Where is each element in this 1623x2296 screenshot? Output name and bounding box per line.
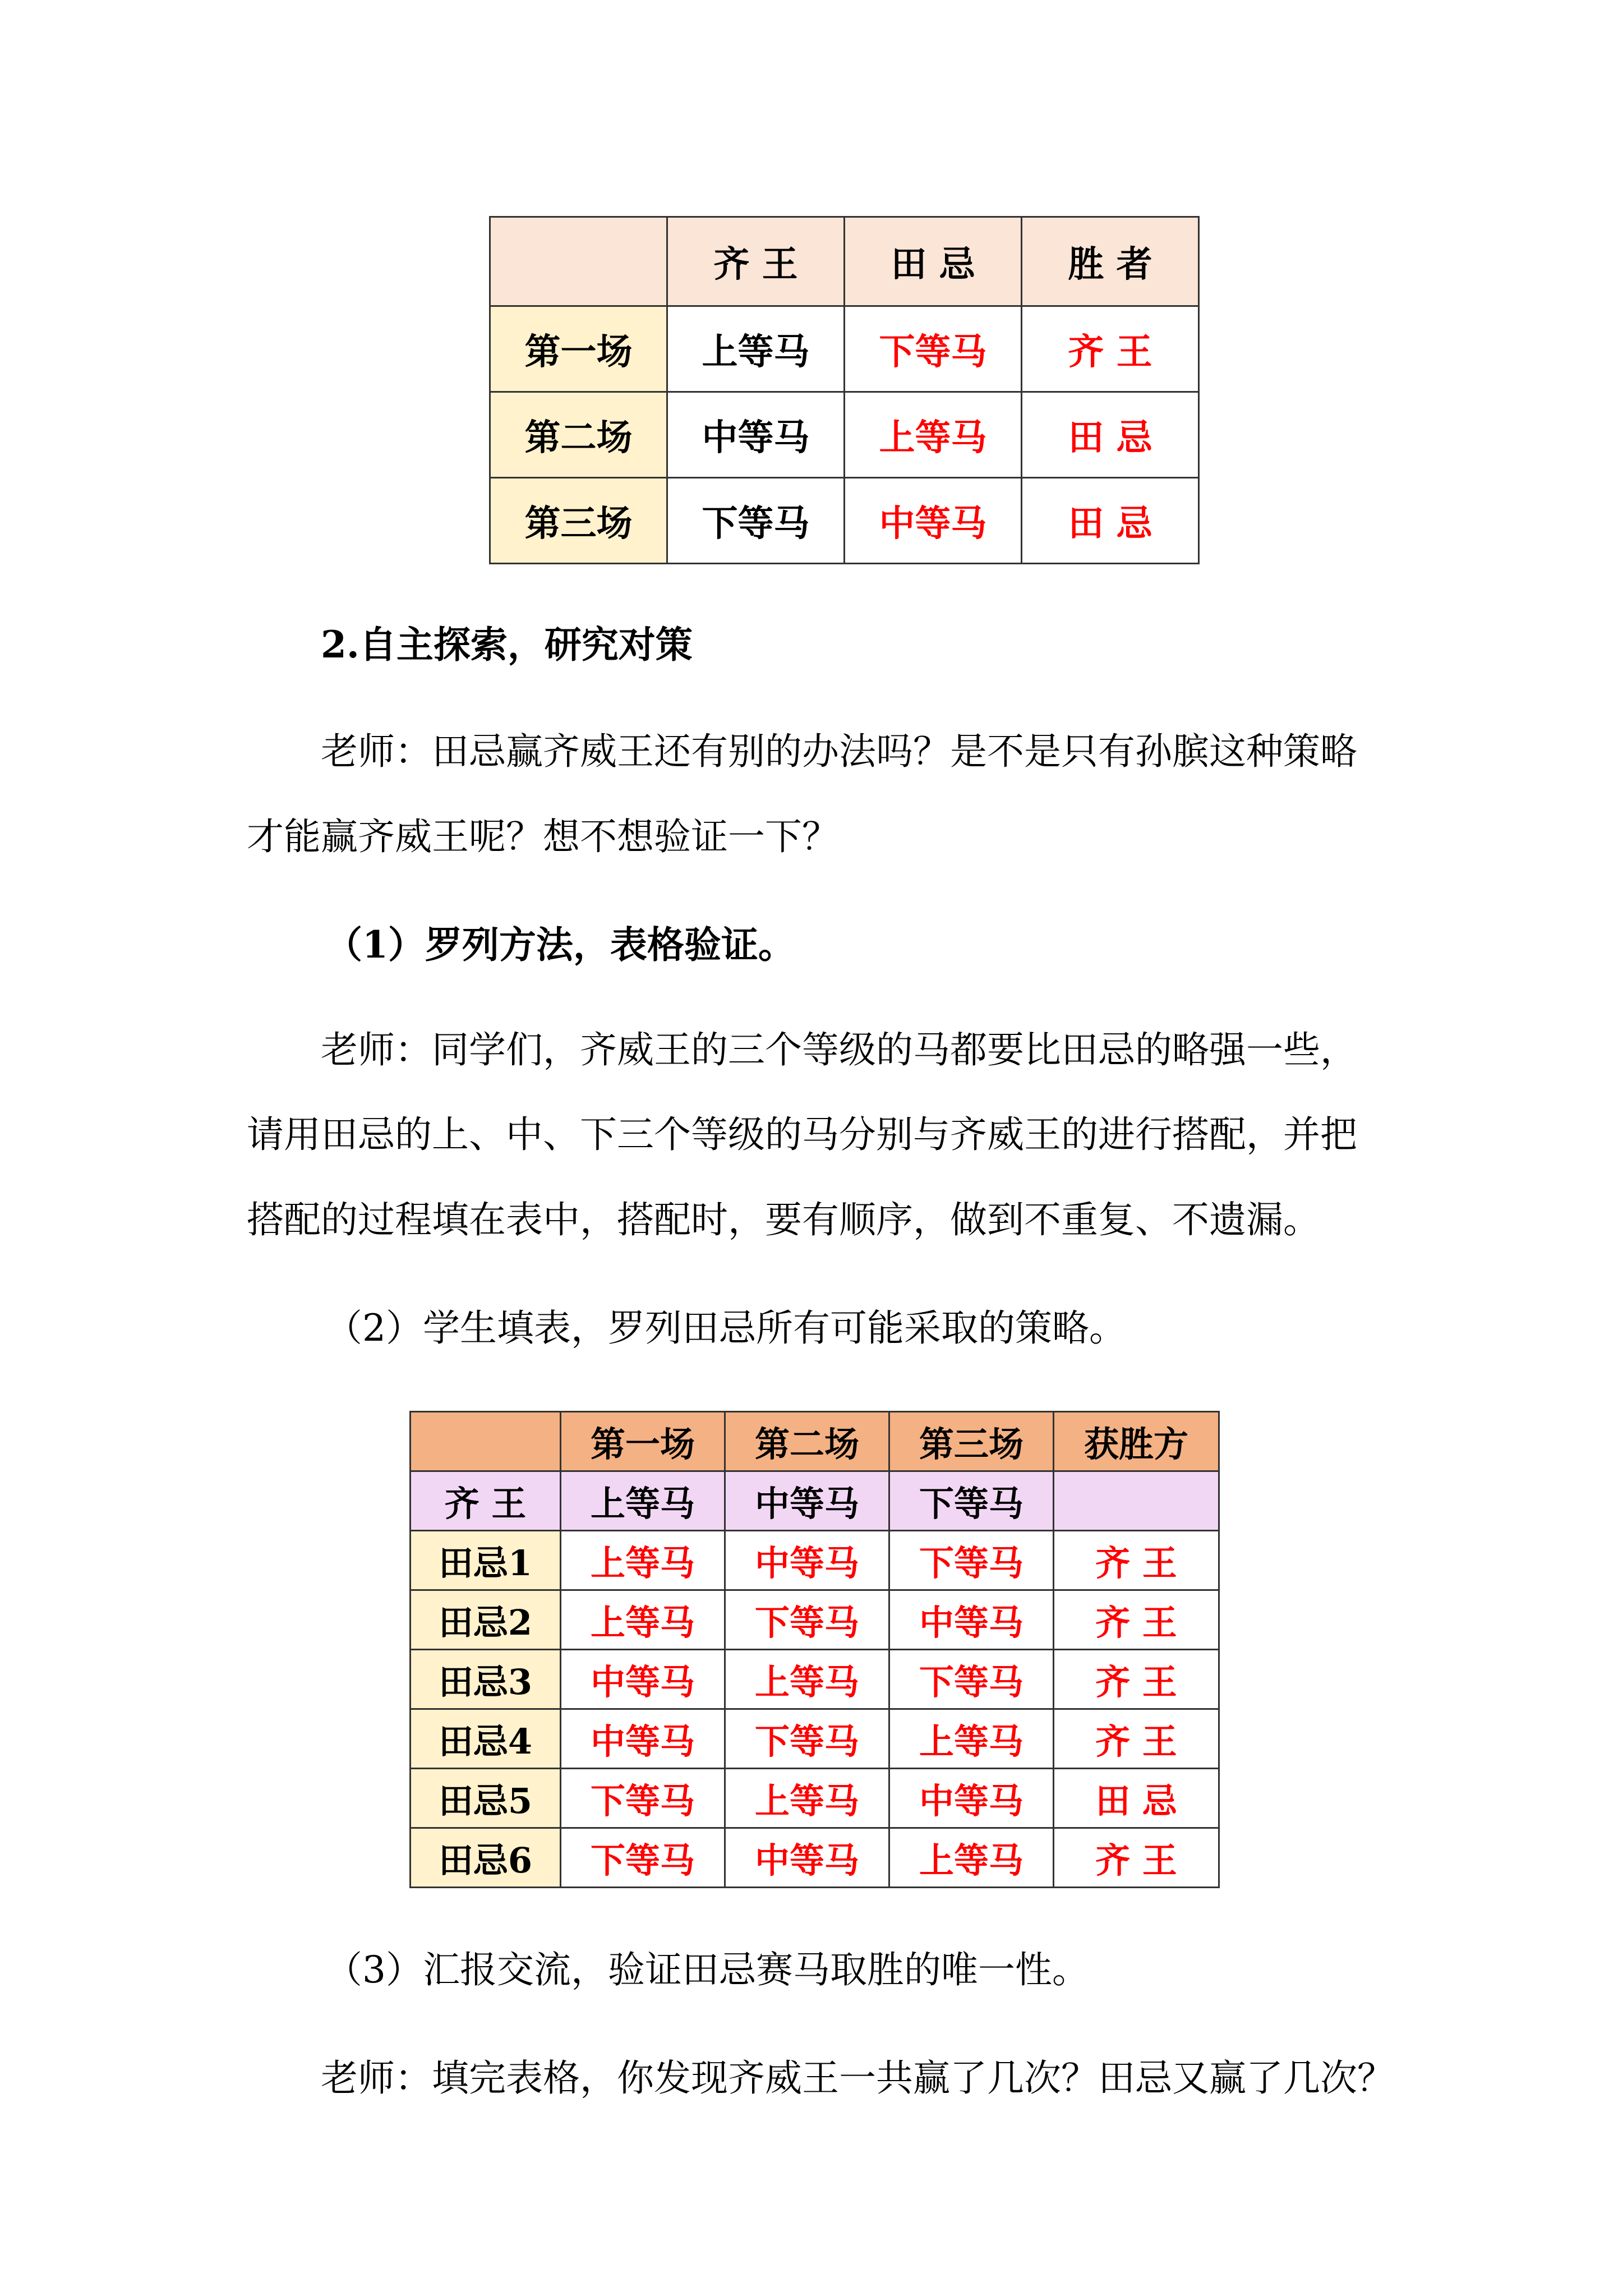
round-1-horse: 上等马	[561, 1531, 725, 1590]
qi-horse: 上等马	[667, 306, 845, 392]
step-2-heading: （2）学生填表，罗列田忌所有可能采取的策略。	[325, 1306, 1126, 1350]
round-2-horse: 下等马	[725, 1709, 889, 1769]
winner	[1054, 1471, 1219, 1531]
qi-row	[411, 1471, 1219, 1531]
tian-horse: 下等马	[845, 306, 1022, 392]
winner: 田 忌	[1022, 478, 1199, 564]
row-label: 田忌4	[411, 1709, 561, 1769]
round-2-horse: 上等马	[725, 1650, 889, 1709]
qi-horse: 下等马	[667, 478, 845, 564]
header-qi: 齐 王	[667, 217, 845, 306]
round-3-horse: 下等马	[889, 1471, 1054, 1531]
winner: 田 忌	[1022, 392, 1199, 478]
header-tian: 田 忌	[845, 217, 1022, 306]
round-3-horse: 下等马	[889, 1650, 1054, 1709]
paragraph-teacher-question-line2: 才能赢齐威王呢？想不想验证一下？	[247, 815, 839, 858]
table-row	[411, 1531, 1219, 1590]
winner: 齐 王	[1022, 306, 1199, 392]
row-label: 田忌6	[411, 1828, 561, 1888]
round-1-horse: 中等马	[561, 1650, 725, 1709]
round-1-horse: 上等马	[561, 1471, 725, 1531]
winner: 齐 王	[1054, 1590, 1219, 1650]
row-label: 第一场	[490, 306, 667, 392]
tian-horse: 中等马	[845, 478, 1022, 564]
winner: 齐 王	[1054, 1531, 1219, 1590]
paragraph-teacher-instruction-line1: 老师：同学们，齐威王的三个等级的马都要比田忌的略强一些，	[321, 1028, 1357, 1071]
round-1-horse: 中等马	[561, 1709, 725, 1769]
table-row	[490, 306, 1199, 392]
table-corner-cell	[490, 217, 667, 306]
match-table	[489, 216, 1200, 564]
table-corner-cell	[411, 1412, 561, 1471]
round-3-horse: 中等马	[889, 1590, 1054, 1650]
section-heading: 2.自主探索，研究对策	[321, 623, 693, 666]
table-row	[411, 1590, 1219, 1650]
header-round-3: 第三场	[889, 1412, 1054, 1471]
table-row	[411, 1828, 1219, 1888]
tian-horse: 上等马	[845, 392, 1022, 478]
row-label: 田忌1	[411, 1531, 561, 1590]
table-row	[411, 1650, 1219, 1709]
table-header-row	[490, 217, 1199, 306]
winner: 田 忌	[1054, 1769, 1219, 1828]
table-row	[411, 1709, 1219, 1769]
row-label: 田忌5	[411, 1769, 561, 1828]
paragraph-teacher-question-line1: 老师：田忌赢齐威王还有别的办法吗？是不是只有孙膑这种策略	[321, 730, 1357, 773]
paragraph-teacher-instruction-line3: 搭配的过程填在表中，搭配时，要有顺序，做到不重复、不遗漏。	[247, 1198, 1320, 1241]
round-1-horse: 下等马	[561, 1828, 725, 1888]
paragraph-teacher-summary: 老师：填完表格，你发现齐威王一共赢了几次？田忌又赢了几次？	[321, 2056, 1394, 2100]
round-2-horse: 中等马	[725, 1828, 889, 1888]
row-label: 第三场	[490, 478, 667, 564]
table-row	[411, 1769, 1219, 1828]
winner: 齐 王	[1054, 1650, 1219, 1709]
table-row	[490, 478, 1199, 564]
paragraph-teacher-instruction-line2: 请用田忌的上、中、下三个等级的马分别与齐威王的进行搭配，并把	[247, 1113, 1357, 1156]
round-2-horse: 下等马	[725, 1590, 889, 1650]
header-winner: 获胜方	[1054, 1412, 1219, 1471]
round-3-horse: 下等马	[889, 1531, 1054, 1590]
table-row	[490, 392, 1199, 478]
row-label: 田忌3	[411, 1650, 561, 1709]
round-3-horse: 中等马	[889, 1769, 1054, 1828]
round-2-horse: 中等马	[725, 1471, 889, 1531]
row-label: 齐 王	[411, 1471, 561, 1531]
strategy-table	[409, 1411, 1220, 1888]
row-label: 田忌2	[411, 1590, 561, 1650]
header-round-1: 第一场	[561, 1412, 725, 1471]
header-round-2: 第二场	[725, 1412, 889, 1471]
round-1-horse: 上等马	[561, 1590, 725, 1650]
step-3-heading: （3）汇报交流，验证田忌赛马取胜的唯一性。	[325, 1948, 1089, 1991]
winner: 齐 王	[1054, 1828, 1219, 1888]
table-header-row	[411, 1412, 1219, 1471]
round-2-horse: 上等马	[725, 1769, 889, 1828]
qi-horse: 中等马	[667, 392, 845, 478]
winner: 齐 王	[1054, 1709, 1219, 1769]
round-3-horse: 上等马	[889, 1828, 1054, 1888]
header-winner: 胜 者	[1022, 217, 1199, 306]
step-1-heading: （1）罗列方法，表格验证。	[325, 923, 795, 967]
round-1-horse: 下等马	[561, 1769, 725, 1828]
round-3-horse: 上等马	[889, 1709, 1054, 1769]
row-label: 第二场	[490, 392, 667, 478]
round-2-horse: 中等马	[725, 1531, 889, 1590]
